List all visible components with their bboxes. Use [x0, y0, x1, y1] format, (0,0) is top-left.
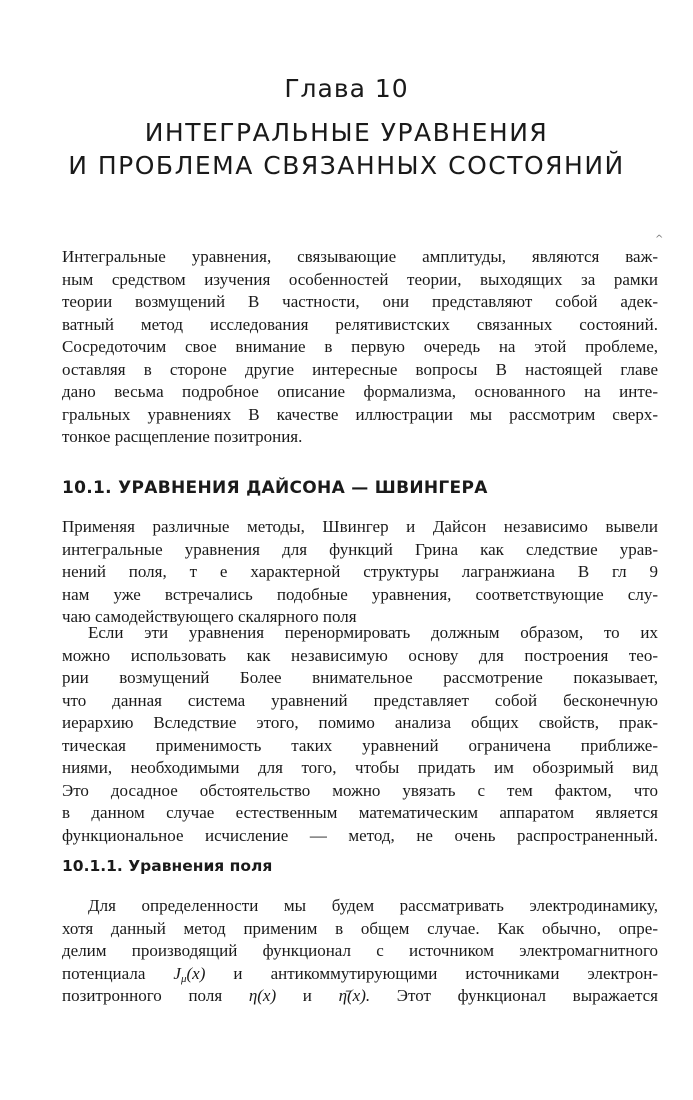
math-J: J [173, 963, 181, 983]
text-line: Это досадное обстоятельство можно увязать с тем фактом, что [62, 780, 658, 800]
text-line: можно использовать как независимую основу для построения тео- [62, 645, 658, 665]
text-line: нений поля, т е характерной структуры лагранжиана В гл 9 [62, 562, 658, 581]
corner-mark: ^ [655, 234, 664, 245]
section-paragraph-2 [62, 622, 658, 847]
text-line: делим производящий функционал с источником электромагнитного [62, 941, 658, 960]
text-line: хотя данный метод применим в общем случае. Как обычно, опре- [62, 918, 658, 938]
text-line: что данная система уравнений представляет собой бесконечную [62, 690, 658, 710]
intro-paragraph [62, 246, 658, 449]
chapter-label: Глава 10 [284, 74, 409, 103]
chapter-title-line-1: ИНТЕГРАЛЬНЫЕ УРАВНЕНИЯ [144, 118, 549, 147]
text-line: Если эти уравнения перенормировать должным образом, то их [88, 623, 658, 642]
text-line: тонкое расщепление позитрония. [62, 427, 303, 446]
math-subscript-mu: μ [180, 972, 187, 985]
text-line: рии возмущений Более внимательное рассмотрение показывает, [62, 668, 658, 687]
text-line: ным средством изучения особенностей теории, выходящих за рамки [62, 269, 658, 289]
section-heading: 10.1. УРАВНЕНИЯ ДАЙСОНА — ШВИНГЕРА [62, 478, 488, 498]
subsection-heading: 10.1.1. Уравнения поля [62, 857, 273, 875]
text-fragment: Этот функционал выражается [370, 986, 659, 1005]
math-eta: η(x) [248, 986, 277, 1005]
chapter-title [0, 116, 693, 182]
text-line: Применяя различные методы, Швингер и Дайсон независимо вывели [62, 517, 658, 536]
text-line: функциональное исчисление — метод, не очень распространенный. [62, 825, 658, 845]
text-line: Интегральные уравнения, связывающие амплитуды, являются важ- [62, 247, 658, 266]
text-line: теории возмущений В частности, они представляют собой адек- [62, 292, 658, 311]
math-eta-bar: η̄(x). [338, 986, 371, 1005]
text-line: в данном случае естественным математическим аппаратом является [62, 803, 658, 822]
text-line: тическая применимость таких уравнений ограничена приближе- [62, 735, 658, 755]
text-line: интегральные уравнения для функций Грина как следствие урав- [62, 539, 658, 559]
text-line-with-math [62, 985, 658, 1008]
text-fragment: позитронного поля [62, 986, 249, 1005]
subsection-paragraph [62, 895, 658, 1008]
text-line: чаю самодействующего скалярного поля [62, 607, 357, 626]
math-argument: (x) [186, 963, 206, 983]
text-line: оставляя в стороне другие интересные вопросы В настоящей главе [62, 359, 658, 379]
text-line: ватный метод исследования релятивистских связанных состояний. [62, 314, 658, 334]
text-fragment: и [276, 986, 339, 1005]
text-fragment: и антикоммутирующими источниками электрон- [205, 963, 658, 983]
text-line: дано весьма подробное описание формализма, основанного на инте- [62, 382, 658, 401]
text-line: иерархию Вследствие этого, помимо анализа общих свойств, прак- [62, 713, 658, 732]
text-line: ниями, необходимыми для того, чтобы придать им обозримый вид [62, 758, 658, 777]
text-line: гральных уравнениях В качестве иллюстрации мы рассмотрим сверх- [62, 404, 658, 424]
text-line: Сосредоточим свое внимание в первую очередь на этой проблеме, [62, 337, 658, 356]
chapter-title-line-2: И ПРОБЛЕМА СВЯЗАННЫХ СОСТОЯНИЙ [68, 151, 625, 180]
section-paragraph-1 [62, 516, 658, 629]
text-line: нам уже встречались подобные уравнения, соответствующие слу- [62, 584, 658, 604]
text-line: Для определенности мы будем рассматривать электродинамику, [88, 896, 658, 915]
text-line-with-math [62, 963, 658, 986]
text-fragment: потенциала [62, 963, 174, 983]
